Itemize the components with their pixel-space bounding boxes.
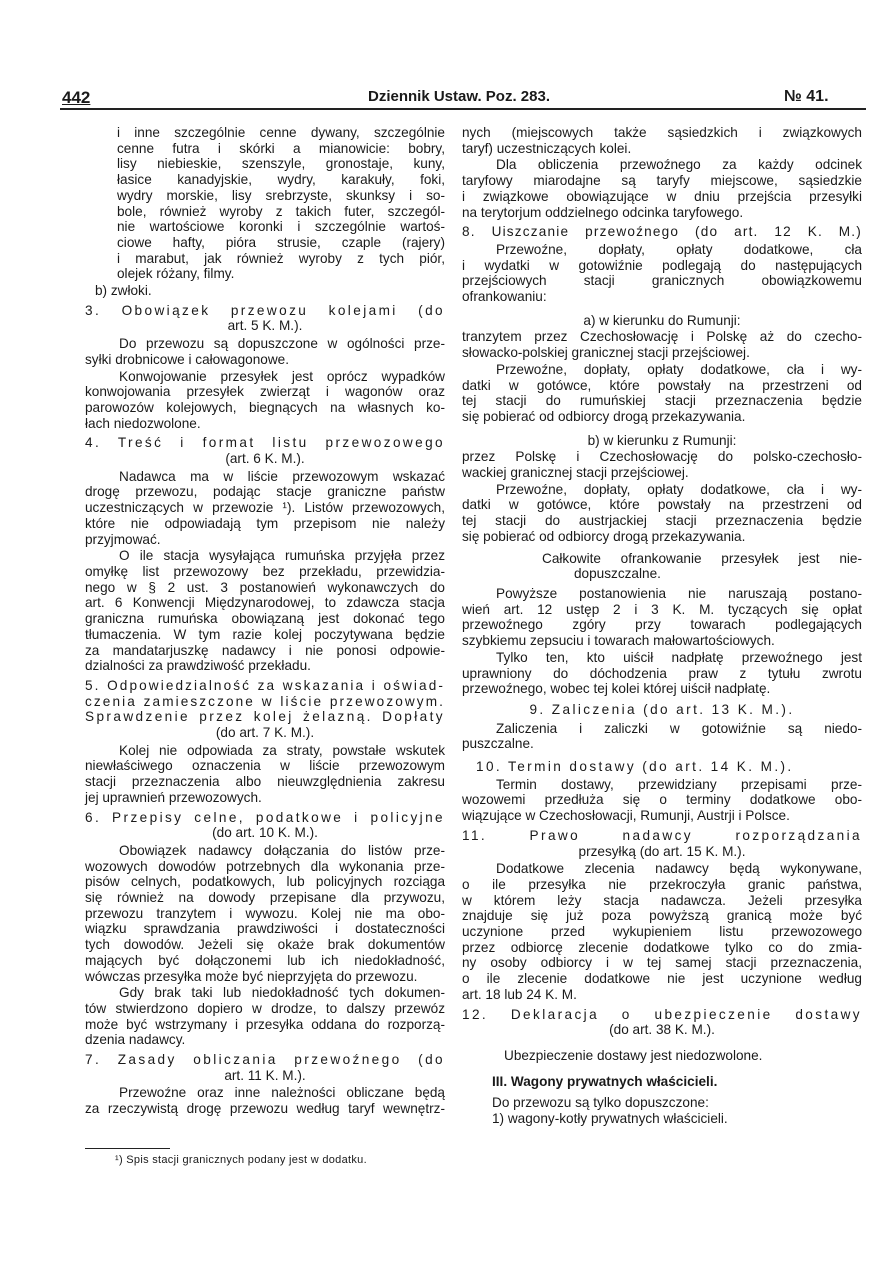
text-line: Do przewozu są dopuszczone w ogólności prze- bbox=[119, 336, 445, 352]
text-line: Dodatkowe zlecenia nadawcy będą wykonywane, bbox=[496, 861, 862, 877]
text-line: 1) wagony-kotły prywatnych właścicieli. bbox=[492, 1111, 728, 1127]
paragraph bbox=[462, 482, 862, 545]
text-line: b) w kierunku z Rumunji: bbox=[587, 432, 737, 448]
text-line: (do art. 7 K. M.). bbox=[215, 725, 315, 741]
text-line: uczynione przed wykupieniem listu przewozowego bbox=[462, 924, 862, 940]
paragraph bbox=[85, 985, 445, 1048]
paragraph bbox=[462, 157, 862, 220]
paragraph bbox=[462, 861, 862, 1002]
text-line: dzialności za prawdziwość przekładu. bbox=[85, 658, 311, 674]
text-line: graniczna rumuńska obowiązaną jest dokonać tego bbox=[85, 611, 445, 627]
header-rule bbox=[60, 108, 866, 110]
text-line: wozowemi przedłuża się o terminy dodatkowe obo- bbox=[462, 792, 862, 808]
text-line: Obowiązek nadawcy dołączania do listów prze- bbox=[119, 842, 445, 858]
text-line: Przewoźne, dopłaty, opłaty dodatkowe, cła bbox=[496, 241, 862, 257]
text-line: Kolej nie odpowiada za straty, powstałe wskutek bbox=[119, 742, 445, 758]
text-line: o ile zlecenie dodatkowe nie jest uczynione według bbox=[462, 971, 862, 987]
text-line: Przewoźne, dopłaty, opłaty dodatkowe, cła i wy- bbox=[496, 361, 862, 377]
paragraph bbox=[462, 329, 862, 360]
text-line: przejściowych stacji granicznych obowiązkowemu bbox=[462, 273, 862, 289]
text-line: na terytorjum oddzielnego odcinka taryfowego. bbox=[462, 204, 744, 220]
text-line: 4. Treść i format listu przewozowego bbox=[85, 435, 445, 451]
footnote: ¹) Spis stacji granicznych podany jest w dodatku. bbox=[115, 1154, 367, 1166]
issue-number: № 41. bbox=[784, 88, 829, 105]
section-heading bbox=[462, 224, 862, 240]
text-line: uprawniony do dóchodzenia praw z tytułu zwrotu bbox=[462, 665, 862, 681]
section-heading bbox=[85, 435, 445, 466]
paragraph bbox=[85, 369, 445, 432]
text-line: Tylko ten, kto uiścił nadpłatę przewoźnego jest bbox=[496, 649, 862, 665]
text-line: nie wartościowe koronki i szczególnie wartoś- bbox=[117, 219, 445, 235]
paragraph bbox=[462, 362, 862, 425]
paragraph bbox=[462, 551, 862, 582]
paragraph bbox=[462, 777, 862, 824]
text-line: stacji przeznaczenia albo nieuwzględnienia zakresu bbox=[85, 774, 445, 790]
text-line: b) zwłoki. bbox=[95, 283, 152, 299]
section-heading bbox=[85, 1052, 445, 1083]
paragraph bbox=[117, 125, 445, 282]
text-line: uczestniczących w przewozie ¹). Listów przewozowych, bbox=[85, 500, 445, 516]
text-line: przyjmować. bbox=[85, 531, 161, 547]
text-line: wówczas przesyłka może być nieprzyjęta do przewozu. bbox=[85, 968, 418, 984]
text-line: (art. 6 K. M.). bbox=[225, 451, 305, 467]
text-line: Przewoźne, dopłaty, opłaty dodatkowe, cła i wy- bbox=[496, 481, 862, 497]
paragraph bbox=[462, 125, 862, 156]
paragraph bbox=[85, 469, 445, 548]
text-line: w którem leży stacja nadawcza. Jeżeli przesyłka bbox=[462, 892, 862, 908]
text-line: wydry morskie, lisy srebrzyste, skunksy i so- bbox=[117, 187, 445, 203]
paragraph bbox=[462, 1048, 862, 1064]
text-line: drogę przewozu, podając stacje graniczne państw bbox=[85, 484, 445, 500]
text-line: art. 6 Konwencji Międzynarodowej, to zdawcza stacja bbox=[85, 595, 445, 611]
paragraph bbox=[85, 1085, 445, 1116]
text-line: może być wstrzymany i przesyłka oddana do rozporzą- bbox=[85, 1016, 445, 1032]
text-line: przewoźnego, wobec tej kolei której uiścił nadpłatę. bbox=[462, 681, 771, 697]
paragraph bbox=[85, 336, 445, 367]
page-number: 442 bbox=[62, 88, 91, 107]
text-line: syłki drobnicowe i całowagonowe. bbox=[85, 351, 290, 367]
text-line: Ubezpieczenie dostawy jest niedozwolone. bbox=[504, 1047, 763, 1063]
section-heading bbox=[85, 303, 445, 334]
paragraph bbox=[462, 449, 862, 480]
text-line: jej uprawnień przewozowych. bbox=[85, 789, 262, 805]
text-line: parowozów kolejowych, biegnących na własnych ko- bbox=[85, 399, 445, 415]
section-heading bbox=[462, 759, 862, 775]
text-line: 11. Prawo nadawcy rozporządzania bbox=[462, 827, 862, 843]
text-line: III. Wagony prywatnych właścicieli. bbox=[492, 1073, 718, 1089]
text-line: się również na dowody przepisane dla przywozu, bbox=[85, 890, 445, 906]
text-line: Do przewozu są tylko dopuszczone: bbox=[492, 1095, 709, 1111]
text-line: wiązujące w Czechosłowacji, Rumunji, Austrji i Polsce. bbox=[462, 808, 790, 824]
text-line: omyłkę list przewozowy bez przekładu, przewidzia- bbox=[85, 563, 445, 579]
text-line: Przewoźne oraz inne należności obliczane będą bbox=[119, 1085, 445, 1101]
section-heading bbox=[462, 702, 862, 718]
text-line: łasice kanadyjskie, wydry, karakuły, foki, bbox=[117, 172, 445, 188]
text-line: czenia zamieszczone w liście przewozowym. bbox=[85, 693, 445, 709]
journal-title: Dziennik Ustaw. Poz. 283. bbox=[368, 88, 550, 105]
text-line: datki w gotówce, które powstały na przestrzeni od bbox=[462, 377, 862, 393]
text-line: tów stwierdzono dopiero w drodze, to dalszy przewóz bbox=[85, 1000, 445, 1016]
text-line: 6. Przepisy celne, podatkowe i policyjne bbox=[85, 809, 445, 825]
text-line: nego w § 2 ust. 3 postanowień wykonawczych do bbox=[85, 579, 445, 595]
text-line: przez odbiorcę zlecenie dodatkowe tylko co do zmia- bbox=[462, 939, 862, 955]
section-heading bbox=[462, 1007, 862, 1038]
text-line: Powyższe postanowienia nie naruszają postano- bbox=[496, 585, 862, 601]
section-heading bbox=[462, 828, 862, 859]
text-line: Całkowite ofrankowanie przesyłek jest nie- bbox=[542, 550, 862, 566]
text-line: mających być dołączonemi lub ich niedokładność, bbox=[85, 952, 445, 968]
text-line: nych (miejscowych także sąsiedzkich i związkowych bbox=[462, 125, 862, 140]
paragraph bbox=[85, 743, 445, 806]
text-line: się pobierać od odbiorcy drogą przekazywania. bbox=[462, 408, 746, 424]
text-line: za rzeczywistą drogę przewozu według taryf wewnętrz- bbox=[85, 1101, 445, 1117]
text-line: wozowych dowodów potrzebnych dla wykonania prze- bbox=[85, 858, 445, 874]
text-line: puszczalne. bbox=[462, 736, 534, 752]
text-line: się pobierać od odbiorcy drogą przekazywania. bbox=[462, 528, 746, 544]
text-line: 3. Obowiązek przewozu kolejami (do bbox=[85, 302, 445, 318]
paragraph bbox=[462, 1095, 862, 1126]
text-line: art. 5 K. M.). bbox=[227, 318, 303, 334]
text-line: Nadawca ma w liście przewozowym wskazać bbox=[119, 468, 445, 484]
text-line: ofrankowaniu: bbox=[462, 289, 547, 305]
text-line: dopuszczalne. bbox=[574, 566, 661, 582]
text-line: 12. Deklaracja o ubezpieczenie dostawy bbox=[462, 1006, 862, 1022]
text-line: i wydatki w gotowiźnie podlegają do następujących bbox=[462, 257, 862, 273]
text-line: cenne futra i skórki a mianowicie: bobry, bbox=[117, 140, 445, 156]
text-line: przesyłką (do art. 15 K. M.). bbox=[578, 843, 746, 859]
right-column bbox=[462, 124, 862, 1127]
text-line: Zaliczenia i zaliczki w gotowiźnie są niedo- bbox=[496, 720, 862, 736]
text-line: wackiej granicznej stacji przejściowej. bbox=[462, 465, 689, 481]
paragraph bbox=[462, 586, 862, 649]
text-line: Dla obliczenia przewoźnego za każdy odcinek bbox=[496, 157, 862, 173]
text-line: Termin dostawy, przewidziany przepisami prze- bbox=[496, 776, 862, 792]
paragraph bbox=[462, 242, 862, 305]
text-line: (do art. 38 K. M.). bbox=[609, 1022, 715, 1038]
paragraph bbox=[85, 843, 445, 984]
text-line: (do art. 10 K. M.). bbox=[212, 825, 318, 841]
text-line: które nie odpowiadają tym przepisom nie należy bbox=[85, 515, 445, 531]
text-line: przewozu tranzytem i wywozu. Kolej nie ma obo- bbox=[85, 905, 445, 921]
text-line: dzenia nadawcy. bbox=[85, 1032, 186, 1048]
text-line: 10. Termin dostawy (do art. 14 K. M.). bbox=[476, 759, 794, 775]
section-heading bbox=[85, 678, 445, 741]
text-line: tej stacji do rumuńskiej stacji przeznaczenia będzie bbox=[462, 393, 862, 409]
text-line: przewoźnego zgóry przy towarach podlegających bbox=[462, 617, 862, 633]
text-line: Konwojowanie przesyłek jest oprócz wypadków bbox=[119, 368, 445, 384]
text-line: wień art. 12 ustęp 2 i 3 K. M. tyczących się opłat bbox=[462, 601, 862, 617]
text-line: 8. Uiszczanie przewoźnego (do art. 12 K. M.) bbox=[462, 224, 862, 240]
left-column bbox=[85, 124, 445, 1117]
paragraph bbox=[95, 283, 445, 299]
paragraph bbox=[462, 433, 862, 449]
text-line: słowacko-polskiej granicznej stacji przejściowej. bbox=[462, 345, 750, 361]
text-line: bole, również wyroby z takich futer, szczegól- bbox=[117, 203, 445, 219]
text-line: Sprawdzenie przez kolej żelazną. Dopłaty bbox=[85, 709, 445, 725]
paragraph bbox=[462, 721, 862, 752]
text-line: art. 11 K. M.). bbox=[224, 1067, 306, 1083]
text-line: tej stacji do austrjackiej stacji przeznaczenia będzie bbox=[462, 513, 862, 529]
text-line: O ile stacja wysyłająca rumuńska przyjęła przez bbox=[119, 548, 445, 564]
text-line: i marabut, jak również wyroby z tych piór, bbox=[117, 250, 445, 266]
text-line: wiązku sprawdzania prawdziwości i dostateczności bbox=[85, 921, 445, 937]
paragraph bbox=[462, 650, 862, 697]
text-line: tłumaczenia. W tym razie kolej poczytywana będzie bbox=[85, 626, 445, 642]
text-line: konwojowania przesyłek zwierząt i wagonów oraz bbox=[85, 384, 445, 400]
section-heading bbox=[462, 1074, 862, 1090]
text-line: tych dowodów. Jeżeli się okaże brak dokumentów bbox=[85, 937, 445, 953]
text-line: ciowe hafty, pióra strusie, czaple (rajery) bbox=[117, 234, 445, 250]
text-line: olejek różany, filmy. bbox=[117, 266, 235, 282]
text-line: a) w kierunku do Rumunji: bbox=[583, 312, 741, 328]
text-line: taryfowy miarodajne są taryfy miejscowe, sąsiedzkie bbox=[462, 173, 862, 189]
section-heading bbox=[85, 810, 445, 841]
text-line: pisów celnych, podatkowych, lub policyjnych rozciąga bbox=[85, 874, 445, 890]
text-line: datki w gotówce, które powstały na przestrzeni od bbox=[462, 497, 862, 513]
text-line: taryf) uczestniczących kolei. bbox=[462, 140, 632, 156]
footnote-rule bbox=[85, 1148, 170, 1149]
paragraph bbox=[85, 548, 445, 674]
text-line: za mandatarjuszkę nadawcy i nie ponosi odpowie- bbox=[85, 642, 445, 658]
text-line: znajduje się już poza powyższą granicą może być bbox=[462, 908, 862, 924]
text-line: art. 18 lub 24 K. M. bbox=[462, 986, 577, 1002]
text-line: i inne szczególnie cenne dywany, szczególnie bbox=[117, 125, 445, 140]
text-line: Gdy brak taki lub niedokładność tych dokumen- bbox=[119, 985, 445, 1001]
text-line: ny osoby odbiorcy i w tej samej stacji przeznaczenia, bbox=[462, 955, 862, 971]
text-line: 5. Odpowiedzialność za wskazania i oświad- bbox=[85, 677, 445, 693]
text-line: 7. Zasady obliczania przewoźnego (do bbox=[85, 1052, 445, 1068]
text-line: przez Polskę i Czechosłowację do polsko-czechosło- bbox=[462, 449, 862, 465]
text-line: łach niedozwolone. bbox=[85, 415, 201, 431]
text-line: 9. Zaliczenia (do art. 13 K. M.). bbox=[529, 701, 795, 717]
text-line: o ile przesyłka nie przekroczyła granic państwa, bbox=[462, 876, 862, 892]
paragraph bbox=[462, 313, 862, 329]
text-line: niewłaściwego oznaczenia w liście przewozowym bbox=[85, 758, 445, 774]
text-line: szybkiemu zepsuciu i towarach małowartościowych. bbox=[462, 633, 775, 649]
text-line: i związkowe obowiązujące w dniu przejścia przesyłki bbox=[462, 188, 862, 204]
text-line: lisy niebieskie, szenszyle, gronostaje, kuny, bbox=[117, 156, 445, 172]
text-line: tranzytem przez Czechosłowację i Polskę aż do czecho- bbox=[462, 329, 862, 345]
